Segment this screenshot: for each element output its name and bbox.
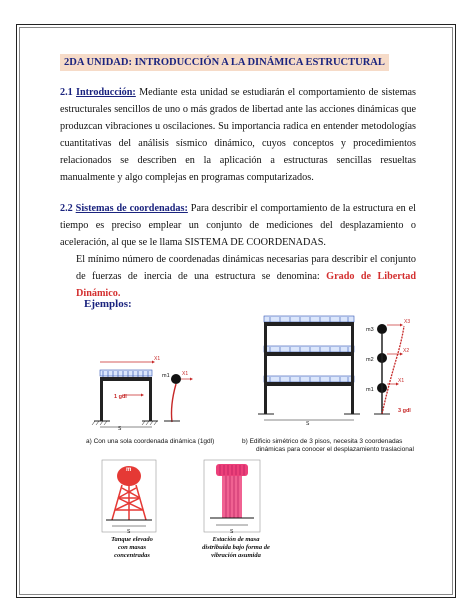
section-text: Para describir el comportamiento de la estructura en el tiempo es preciso emplear un conjunto de mediciones del desplazamiento o aceleración, al que se le llama SISTEMA DE COORDENADAS. (60, 203, 417, 248)
s-label: S (230, 529, 234, 535)
x1-label: X1 (398, 378, 405, 384)
section-number: 2.1 (60, 87, 73, 98)
station-column (222, 476, 242, 518)
highlight-term: Grado de Libertad Dinámico. (76, 271, 416, 299)
m2-label: m2 (366, 357, 374, 363)
caption-line: vibración asumida (211, 552, 261, 559)
mass-m1 (171, 374, 181, 384)
unit-title: 2DA UNIDAD: INTRODUCCIÓN A LA DINÁMICA ESTRUCTURAL (60, 54, 389, 71)
distributed-load-arrows (100, 370, 152, 377)
figure-elevated-tank (100, 458, 160, 536)
section-paragraph (60, 251, 416, 302)
section-coordenadas (60, 200, 416, 302)
section-text: Mediante esta unidad se estudiarán el comportamiento de sistemas estructurales sencillos de uno o más grados de libertad ante las acciones dinámicas que produzcan vibraciones u oscilaciones. Su importancia radica en entender metodologías cuantitativas del análisis sísmico dinámico, cuyos conceptos y procedimientos relacionados se describen en la aplicación a estructuras sencillas resueltas manualmente y algo complejas en programas computarizados. (60, 87, 416, 183)
gdl-label: 1 gdl (114, 394, 127, 400)
figure-three-story-frame (258, 312, 418, 427)
beam-2 (264, 352, 354, 356)
caption-line: concentradas (114, 552, 150, 559)
caption-line: Estación de masa (212, 536, 260, 543)
caption-line: Tanque elevado (111, 536, 153, 543)
x2-label: X2 (403, 348, 410, 354)
section-heading: Sistemas de coordenadas: (75, 203, 188, 214)
s-label: S (127, 529, 131, 535)
caption-line: con masas (118, 544, 146, 551)
x1-label-stick: X1 (182, 371, 189, 377)
beam-3 (264, 322, 354, 326)
distributed-load-story-2 (264, 346, 354, 352)
m3-label: m3 (366, 327, 374, 333)
m1-label: m1 (366, 387, 374, 393)
section-heading: Introducción: (76, 87, 136, 98)
s-label: S (118, 426, 122, 432)
beam-1 (264, 382, 354, 386)
section-introduccion (60, 84, 416, 186)
station-caption (198, 536, 274, 560)
caption-a: a) Con una sola coordenada dinámica (1gdl) (86, 438, 215, 445)
distributed-load-story-3 (264, 316, 354, 322)
column-right (149, 381, 152, 421)
m-label: m (126, 467, 132, 473)
caption-b-line2: dinámicas para conocer el desplazamiento traslacional (256, 446, 414, 453)
paragraph-text: El mínimo número de coordenadas dinámicas necesarias para describir el conjunto de fuerzas de inercia de una estructura se denomina: (76, 254, 416, 282)
x3-label: X3 (404, 319, 411, 325)
s-label: S (306, 421, 310, 427)
column-left (264, 326, 267, 414)
x1-label: X1 (154, 356, 161, 362)
mass-m3 (377, 324, 387, 334)
gdl-label: 3 gdl (398, 408, 411, 414)
m1-label: m1 (162, 373, 170, 379)
caption-b-line1: b) Edificio simétrico de 3 pisos, necesita 3 coordenadas (242, 438, 403, 445)
caption-line: distribuida bajo forma de (202, 544, 270, 551)
tank-caption (100, 536, 164, 560)
beam (100, 377, 152, 381)
column-left (100, 381, 103, 421)
figure-single-frame (86, 350, 196, 435)
figure-distributed-station (202, 458, 264, 536)
section-number: 2.2 (60, 203, 73, 214)
distributed-load-story-1 (264, 376, 354, 382)
ejemplos-heading: Ejemplos: (84, 298, 132, 310)
column-right (351, 326, 354, 414)
